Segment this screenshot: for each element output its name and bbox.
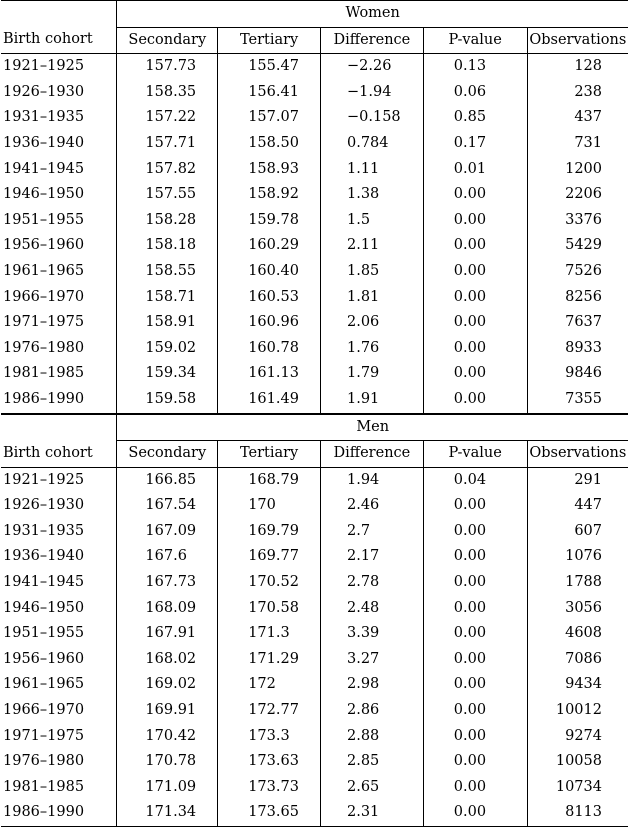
difference-cell: 2.65	[320, 775, 423, 801]
tertiary-cell: 158.50	[218, 131, 321, 157]
secondary-cell: 167.73	[117, 570, 218, 596]
difference-cell: 1.76	[320, 336, 423, 362]
observations-cell: 9434	[565, 676, 602, 693]
p-value-cell: 0.01	[423, 157, 527, 183]
birth-cohort-cell: 1946–1950	[1, 182, 117, 208]
secondary-cell: 168.09	[117, 596, 218, 622]
table-row	[1, 131, 628, 157]
p-value-cell: 0.06	[423, 80, 527, 106]
secondary-cell: 157.71	[117, 131, 218, 157]
tertiary-cell: 160.78	[218, 336, 321, 362]
column-header-birth-cohort: Birth cohort	[1, 27, 117, 54]
birth-cohort-cell: 1986–1990	[1, 800, 117, 826]
column-header-observations: Observations	[527, 27, 628, 54]
p-value-cell: 0.85	[423, 105, 527, 131]
table-row	[1, 54, 628, 80]
observations-cell: 10058	[555, 753, 602, 770]
column-header-observations: Observations	[527, 441, 628, 468]
tertiary-cell: 172	[218, 672, 321, 698]
p-value-cell: 0.00	[423, 259, 527, 285]
observations-cell: 1200	[565, 160, 602, 177]
p-value-cell: 0.00	[423, 621, 527, 647]
difference-cell: 1.81	[320, 285, 423, 311]
men-group-header-row	[1, 414, 628, 441]
tertiary-cell: 157.07	[218, 105, 321, 131]
secondary-cell: 167.91	[117, 621, 218, 647]
table-row	[1, 519, 628, 545]
table-row	[1, 672, 628, 698]
table-body	[1, 1, 628, 827]
height-by-education-table	[1, 0, 628, 827]
p-value-cell: 0.00	[423, 749, 527, 775]
column-header-birth-cohort: Birth cohort	[1, 441, 117, 468]
p-value-cell: 0.00	[423, 336, 527, 362]
birth-cohort-cell: 1931–1935	[1, 519, 117, 545]
women-panel-title: Women	[117, 1, 628, 28]
difference-cell: 2.86	[320, 698, 423, 724]
column-header-secondary: Secondary	[117, 441, 218, 468]
tertiary-cell: 155.47	[218, 54, 321, 80]
tertiary-cell: 171.3	[218, 621, 321, 647]
observations-cell: 7637	[565, 314, 602, 331]
secondary-cell: 159.58	[117, 387, 218, 414]
observations-cell: 3056	[565, 599, 602, 616]
birth-cohort-cell: 1921–1925	[1, 467, 117, 493]
birth-cohort-cell: 1926–1930	[1, 493, 117, 519]
table-row	[1, 105, 628, 131]
difference-cell: 2.85	[320, 749, 423, 775]
observations-cell: 2206	[565, 186, 602, 203]
p-value-cell: 0.17	[423, 131, 527, 157]
tertiary-cell: 173.73	[218, 775, 321, 801]
tertiary-cell: 173.3	[218, 724, 321, 750]
p-value-cell: 0.00	[423, 208, 527, 234]
women-group-header-row	[1, 1, 628, 28]
birth-cohort-cell: 1946–1950	[1, 596, 117, 622]
observations-cell: 238	[574, 83, 602, 100]
table-row	[1, 259, 628, 285]
secondary-cell: 167.6	[117, 544, 218, 570]
column-header-tertiary: Tertiary	[218, 441, 321, 468]
observations-cell: 10012	[555, 702, 602, 719]
difference-cell: 2.88	[320, 724, 423, 750]
tertiary-cell: 170.58	[218, 596, 321, 622]
birth-cohort-cell: 1921–1925	[1, 54, 117, 80]
secondary-cell: 171.09	[117, 775, 218, 801]
table-row	[1, 361, 628, 387]
observations-cell: 8113	[527, 800, 628, 826]
birth-cohort-cell: 1976–1980	[1, 749, 117, 775]
table-row	[1, 544, 628, 570]
table-row	[1, 647, 628, 673]
observations-cell: 1076	[565, 548, 602, 565]
secondary-cell: 158.91	[117, 310, 218, 336]
table-row	[1, 208, 628, 234]
observations-cell: 9846	[565, 365, 602, 382]
tertiary-cell: 161.13	[218, 361, 321, 387]
difference-cell: 1.85	[320, 259, 423, 285]
tertiary-cell: 169.77	[218, 544, 321, 570]
table-row	[1, 285, 628, 311]
secondary-cell: 170.42	[117, 724, 218, 750]
birth-cohort-cell: 1976–1980	[1, 336, 117, 362]
p-value-cell: 0.00	[423, 285, 527, 311]
column-header-tertiary: Tertiary	[218, 27, 321, 54]
observations-cell: 4608	[565, 625, 602, 642]
p-value-cell: 0.00	[423, 493, 527, 519]
birth-cohort-cell: 1966–1970	[1, 285, 117, 311]
secondary-cell: 171.34	[117, 800, 218, 826]
p-value-cell: 0.00	[423, 570, 527, 596]
tertiary-cell: 173.65	[218, 800, 321, 826]
observations-cell: 1788	[565, 574, 602, 591]
table-row	[1, 775, 628, 801]
observations-cell: 128	[574, 58, 602, 75]
tertiary-cell: 158.93	[218, 157, 321, 183]
birth-cohort-cell: 1936–1940	[1, 131, 117, 157]
secondary-cell: 159.34	[117, 361, 218, 387]
table-row	[1, 596, 628, 622]
tertiary-cell: 160.96	[218, 310, 321, 336]
secondary-cell: 157.22	[117, 105, 218, 131]
men-panel-title: Men	[117, 414, 628, 441]
birth-cohort-cell: 1951–1955	[1, 208, 117, 234]
secondary-cell: 159.02	[117, 336, 218, 362]
secondary-cell: 167.09	[117, 519, 218, 545]
p-value-cell: 0.00	[423, 544, 527, 570]
difference-cell: 3.39	[320, 621, 423, 647]
column-header-secondary: Secondary	[117, 27, 218, 54]
tertiary-cell: 170.52	[218, 570, 321, 596]
tertiary-cell: 158.92	[218, 182, 321, 208]
observations-cell: 731	[574, 134, 602, 151]
secondary-cell: 158.28	[117, 208, 218, 234]
p-value-cell: 0.13	[423, 54, 527, 80]
table-row	[1, 233, 628, 259]
difference-cell: 3.27	[320, 647, 423, 673]
tertiary-cell: 168.79	[218, 467, 321, 493]
difference-cell: 1.79	[320, 361, 423, 387]
column-header-p-value: P-value	[423, 441, 527, 468]
observations-cell: 447	[574, 497, 602, 514]
difference-cell: −0.158	[320, 105, 423, 131]
column-header-difference: Difference	[320, 441, 423, 468]
p-value-cell: 0.00	[423, 596, 527, 622]
birth-cohort-cell: 1966–1970	[1, 698, 117, 724]
secondary-cell: 157.82	[117, 157, 218, 183]
difference-cell: 1.38	[320, 182, 423, 208]
p-value-cell: 0.00	[423, 724, 527, 750]
difference-cell: 2.78	[320, 570, 423, 596]
tertiary-cell: 156.41	[218, 80, 321, 106]
difference-cell: −1.94	[320, 80, 423, 106]
table-row	[1, 493, 628, 519]
p-value-cell: 0.00	[423, 698, 527, 724]
secondary-cell: 170.78	[117, 749, 218, 775]
birth-cohort-cell: 1956–1960	[1, 647, 117, 673]
observations-cell: 10734	[555, 778, 602, 795]
difference-cell: 2.7	[320, 519, 423, 545]
difference-cell: 2.11	[320, 233, 423, 259]
table-row	[1, 724, 628, 750]
observations-cell: 3376	[565, 211, 602, 228]
secondary-cell: 157.73	[117, 54, 218, 80]
secondary-cell: 167.54	[117, 493, 218, 519]
secondary-cell: 169.91	[117, 698, 218, 724]
secondary-cell: 157.55	[117, 182, 218, 208]
tertiary-cell: 161.49	[218, 387, 321, 414]
difference-cell: 2.17	[320, 544, 423, 570]
tertiary-cell: 172.77	[218, 698, 321, 724]
secondary-cell: 158.71	[117, 285, 218, 311]
difference-cell: 2.31	[320, 800, 423, 826]
column-header-p-value: P-value	[423, 27, 527, 54]
table-row	[1, 336, 628, 362]
p-value-cell: 0.00	[423, 310, 527, 336]
secondary-cell: 169.02	[117, 672, 218, 698]
observations-cell: 7355	[565, 390, 602, 407]
birth-cohort-cell: 1951–1955	[1, 621, 117, 647]
tertiary-cell: 159.78	[218, 208, 321, 234]
p-value-cell: 0.00	[423, 800, 527, 826]
table-row	[1, 698, 628, 724]
group-header-blank-cell	[1, 1, 117, 28]
table-row	[1, 467, 628, 493]
tertiary-cell: 171.29	[218, 647, 321, 673]
birth-cohort-cell: 1956–1960	[1, 233, 117, 259]
birth-cohort-cell: 1926–1930	[1, 80, 117, 106]
observations-cell: 5429	[565, 237, 602, 254]
table-row	[1, 182, 628, 208]
observations-cell: 9274	[565, 727, 602, 744]
table-row	[1, 80, 628, 106]
p-value-cell: 0.04	[423, 467, 527, 493]
observations-cell: 7086	[565, 650, 602, 667]
p-value-cell: 0.00	[423, 387, 527, 414]
difference-cell: 1.94	[320, 467, 423, 493]
birth-cohort-cell: 1981–1985	[1, 361, 117, 387]
birth-cohort-cell: 1941–1945	[1, 157, 117, 183]
tertiary-cell: 160.29	[218, 233, 321, 259]
birth-cohort-cell: 1971–1975	[1, 724, 117, 750]
tertiary-cell: 160.53	[218, 285, 321, 311]
difference-cell: 2.98	[320, 672, 423, 698]
birth-cohort-cell: 1941–1945	[1, 570, 117, 596]
p-value-cell: 0.00	[423, 647, 527, 673]
birth-cohort-cell: 1961–1965	[1, 672, 117, 698]
secondary-cell: 168.02	[117, 647, 218, 673]
observations-cell: 291	[574, 471, 602, 488]
p-value-cell: 0.00	[423, 182, 527, 208]
secondary-cell: 166.85	[117, 467, 218, 493]
column-header-difference: Difference	[320, 27, 423, 54]
women-column-header-row	[1, 27, 628, 54]
p-value-cell: 0.00	[423, 361, 527, 387]
observations-cell: 607	[574, 522, 602, 539]
tertiary-cell: 173.63	[218, 749, 321, 775]
p-value-cell: 0.00	[423, 775, 527, 801]
difference-cell: 2.48	[320, 596, 423, 622]
secondary-cell: 158.55	[117, 259, 218, 285]
difference-cell: 1.5	[320, 208, 423, 234]
birth-cohort-cell: 1971–1975	[1, 310, 117, 336]
tertiary-cell: 169.79	[218, 519, 321, 545]
table-row	[1, 800, 628, 826]
p-value-cell: 0.00	[423, 672, 527, 698]
secondary-cell: 158.35	[117, 80, 218, 106]
difference-cell: −2.26	[320, 54, 423, 80]
difference-cell: 2.46	[320, 493, 423, 519]
difference-cell: 0.784	[320, 131, 423, 157]
table-row	[1, 157, 628, 183]
table-row	[1, 387, 628, 414]
table-row	[1, 570, 628, 596]
tertiary-cell: 170	[218, 493, 321, 519]
difference-cell: 2.06	[320, 310, 423, 336]
observations-cell: 437	[574, 109, 602, 126]
group-header-blank-cell	[1, 414, 117, 441]
p-value-cell: 0.00	[423, 519, 527, 545]
table-row	[1, 621, 628, 647]
difference-cell: 1.91	[320, 387, 423, 414]
observations-cell: 7526	[565, 262, 602, 279]
birth-cohort-cell: 1981–1985	[1, 775, 117, 801]
birth-cohort-cell: 1931–1935	[1, 105, 117, 131]
p-value-cell: 0.00	[423, 233, 527, 259]
secondary-cell: 158.18	[117, 233, 218, 259]
observations-cell: 8933	[565, 339, 602, 356]
tertiary-cell: 160.40	[218, 259, 321, 285]
men-column-header-row	[1, 441, 628, 468]
birth-cohort-cell: 1986–1990	[1, 387, 117, 414]
table-row	[1, 310, 628, 336]
birth-cohort-cell: 1936–1940	[1, 544, 117, 570]
observations-cell: 8256	[565, 288, 602, 305]
table-row	[1, 749, 628, 775]
birth-cohort-cell: 1961–1965	[1, 259, 117, 285]
difference-cell: 1.11	[320, 157, 423, 183]
